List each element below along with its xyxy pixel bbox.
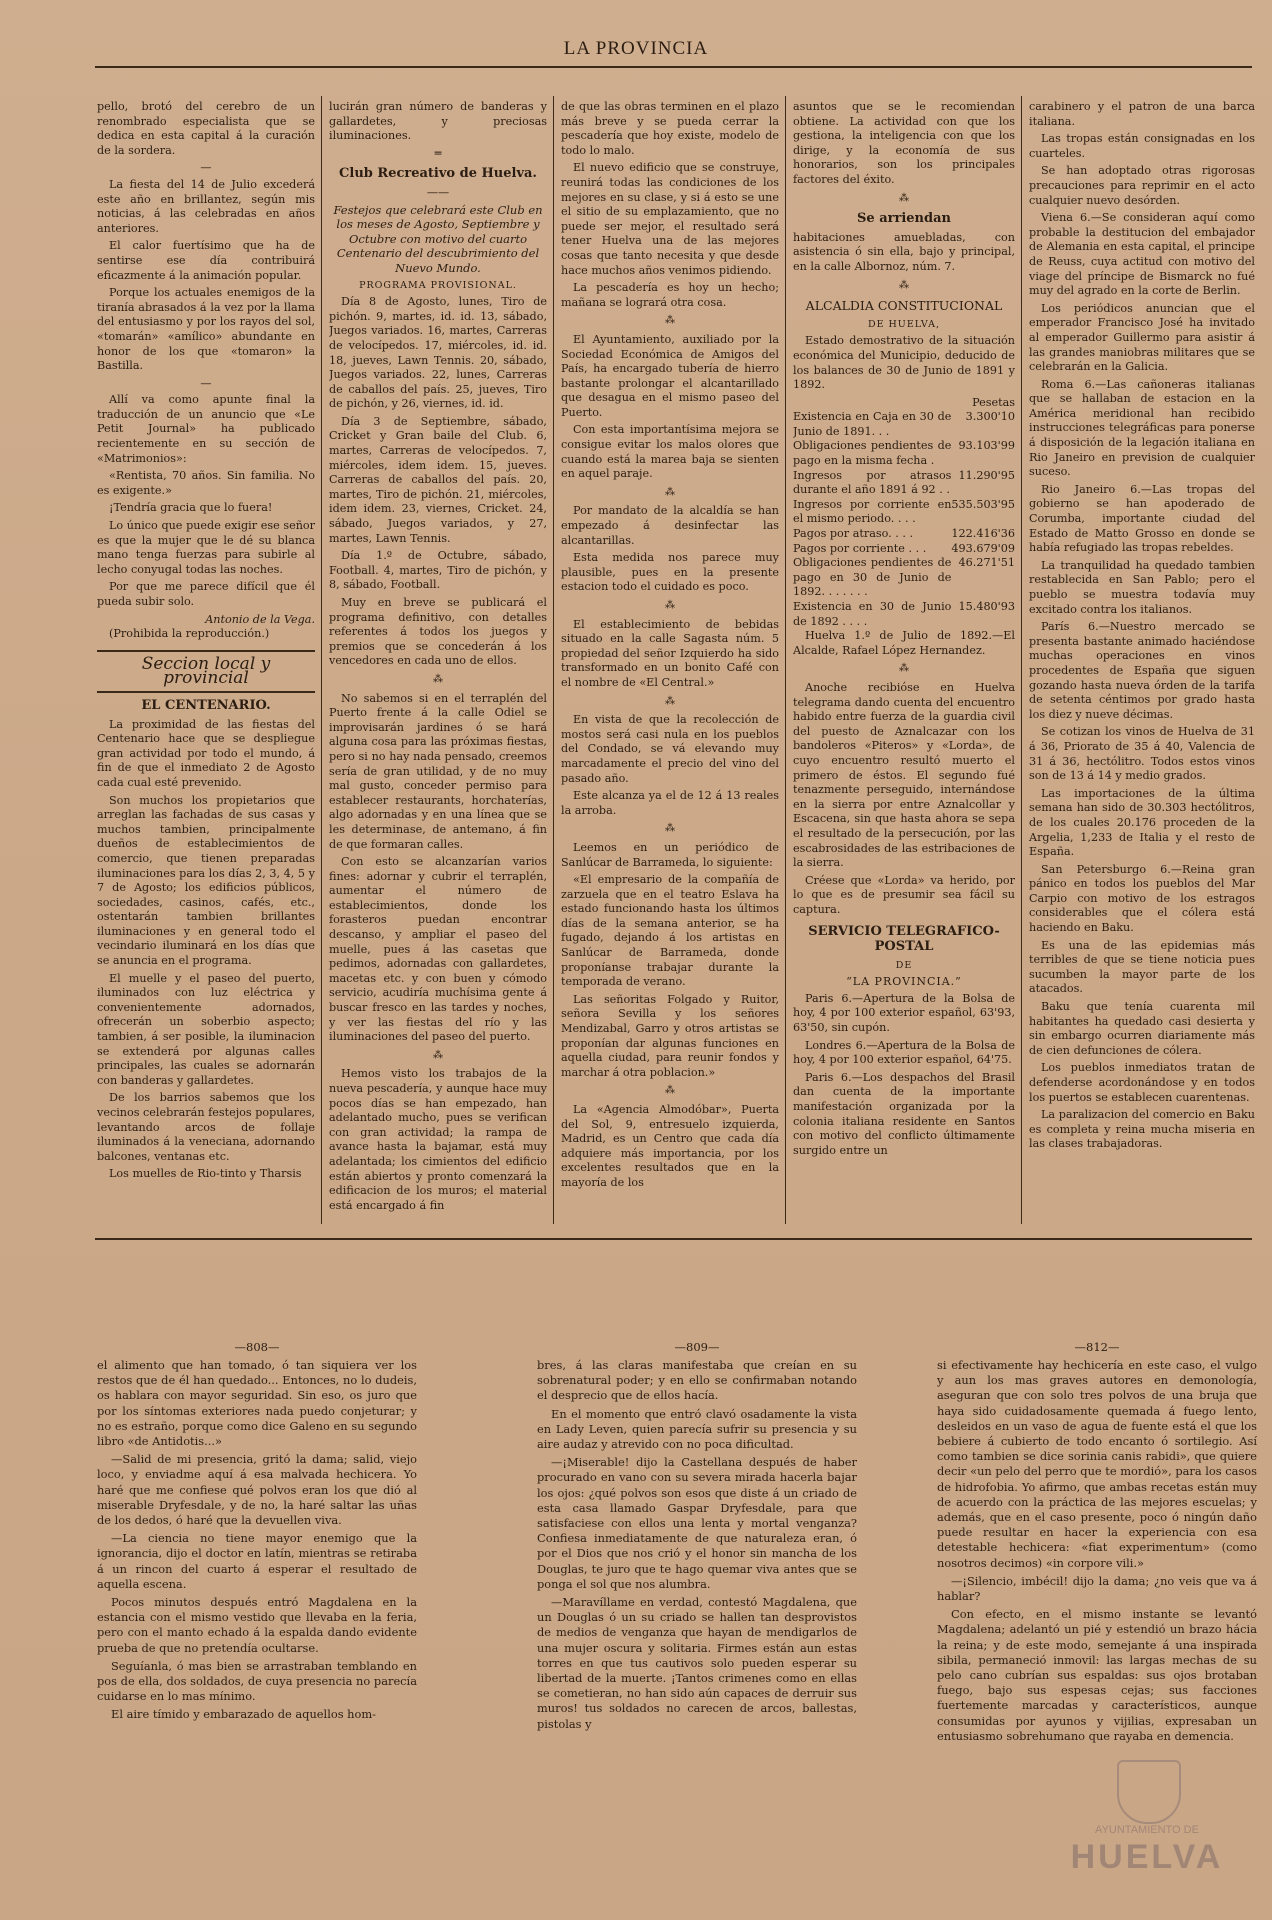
rent-heading: Se arriendan: [857, 211, 951, 227]
col3-p2: El nuevo edificio que se construye, reunirá todas las condiciones de los mejores en su clase, y si á esto se une el sitio de su emplazamiento, que no puede ser mejor, el resultado será tener Huelva una de las mejores cosas que tanto necesita y que desde hace muchos años venimos pidiendo.: [561, 161, 779, 277]
page-number-809: —809—: [674, 1340, 720, 1354]
col2-p6: No sabemos si en el terraplén del Puerto frente á la calle Odiel se improvisarán jardines ó se hará alguna cosa para las próximas fiestas, pero si no hay nada pensado, creemos sería de gran utilidad, y de no muy mal gusto, conceder permiso para establecer restaurants, horchaterías, algo adornadas y en una línea que se les determinase, de antemano, á fin de que formaran calles.: [329, 691, 547, 851]
col3-p6: Por mandato de la alcaldía se han empezado á desinfectar las alcantarillas.: [561, 504, 779, 547]
alcaldia-subtitle: DE HUELVA,: [867, 318, 941, 330]
col4-p4: Huelva 1.º de Julio de 1892.—El Alcalde, Rafael López Hernandez.: [793, 629, 1015, 657]
asterism: ⁂: [665, 600, 675, 611]
col1-p8: Lo único que puede exigir ese señor es que la mujer que le dé su blanca mano tenga fuerzas para subirle al lecho conyugal todas las noches.: [97, 519, 315, 576]
col3-p10: Este alcanza ya el de 12 á 13 reales la arroba.: [561, 789, 779, 817]
balance-label: Obligaciones pendientes de pago en 30 de Junio de 1892. . . . . . .: [793, 556, 952, 599]
balance-label: Existencia en Caja en 30 de Junio de 1891. . .: [793, 410, 952, 438]
serial-2-p2: En el momento que entró clavó osadamente la vista en Lady Leven, quien parecía sufrir su presencia y su aire audaz y atrevido con no poca dificultad.: [537, 1406, 857, 1452]
balance-amount: 46.271'51: [958, 556, 1015, 570]
watermark-bottom-text: HUELVA: [1070, 1838, 1224, 1876]
col2-p1: lucirán gran número de banderas y gallardetes, y preciosas iluminaciones.: [329, 100, 547, 143]
col1-p13: De los barrios sabemos que los vecinos celebrarán festejos populares, levantando arcos de follaje iluminados á la veneciana, adornando balcones, ventanas etc.: [97, 1091, 315, 1163]
serial-1-p4: Pocos minutos después entró Magdalena en la estancia con el mismo vestido que llevaba en la feria, pero con el manto echado á la espalda dando evidente prueba de que no pretendía ocultarse.: [97, 1595, 417, 1655]
col1-p5: Allí va como apunte final la traducción de un anuncio que «Le Petit Journal» ha publicado recientemente en su sección de «Matrimonios»:: [97, 393, 315, 465]
col1-p7: ¡Tendría gracia que lo fuera!: [109, 501, 273, 515]
col5-p13: Es una de las epidemias más terribles de que se tiene noticia pues sucumben la mayor parte de los atacados.: [1029, 938, 1255, 996]
asterism: ⁂: [665, 823, 675, 835]
col4-p3: Estado demostrativo de la situación económica del Municipio, deducido de los balances de 30 de Junio de 1891 y 1892.: [793, 334, 1015, 392]
asterism: ⁂: [665, 315, 675, 327]
asterism: ⁂: [899, 192, 909, 204]
separator: —: [200, 161, 212, 175]
balance-amount: 122.416'36: [951, 527, 1015, 541]
balance-table: [793, 410, 1015, 629]
col3-p11: Leemos en un periódico de Sanlúcar de Barrameda, lo siguiente:: [561, 840, 779, 869]
col3-p14: La «Agencia Almodóbar», Puerta del Sol, 9, entresuelo izquierda, Madrid, es un Centro que cada día adquiere más importancia, por los excelentes resultados que en la mayoría de los: [561, 1103, 779, 1189]
col2-p4: Día 1.º de Octubre, sábado, Football. 4, martes, Tiro de pichón, y 8, sábado, Football.: [329, 549, 547, 592]
balance-label: Ingresos por corriente en el mismo periodo. . . .: [793, 497, 952, 526]
column-rule: [321, 96, 322, 1224]
balance-row: [793, 556, 1015, 600]
telegraph-heading: SERVICIO TELEGRAFICO-POSTAL: [808, 924, 1000, 955]
currency-label: Pesetas: [972, 395, 1015, 409]
col3-p8: El establecimiento de bebidas situado en la calle Sagasta núm. 5 propiedad del señor Izquierdo ha sido transformado en un bonito Café con el nombre de «El Central.»: [561, 617, 779, 689]
asterism: ⁂: [433, 673, 443, 685]
col5-p5: Los periódicos anuncian que el emperador Francisco José ha invitado al emperador Guillermo para asistir á las grandes maniobras militares que se celebrarán en la Galicia.: [1029, 301, 1255, 374]
col5-p1: carabinero y el patron de una barca italiana.: [1029, 100, 1255, 128]
column-1: [97, 100, 315, 1220]
serial-3-p2: —¡Silencio, imbécil! dijo la dama; ¿no veis que va á hablar?: [937, 1573, 1257, 1604]
serial-2-p1: bres, á las claras manifestaba que creían en su sobrenatural poder; y en ello se confirmaban notando el desprecio que de ellos hacía.: [537, 1358, 857, 1403]
serial-2-p4: —Maravíllame en verdad, contestó Magdalena, que un Douglas ó un su criado se hallen tan desprovistos de medios de venganza que hayan de mendigarlos de una mujer oscura y solitaria. Firmes están aun estas torres en que tus cautivos solo pueden esperar su libertad de la muerte. ¡Tantos crimenes como en ellas se cometieran, no han sido aún capaces de derruir sus muros! tus soldados no carecen de arcos, ballestas, pistolas y: [537, 1595, 857, 1731]
asterism: ⁂: [899, 663, 909, 675]
serial-3-p3: Con efecto, en el mismo instante se levantó Magdalena; adelantó un pié y estendió un brazo hácia la reina; y de este modo, semejante á una inspirada sibila, permaneció inmovil: las largas mechas de su pelo cano cubrían sus espaldas: sus ojos brotaban fuego, bajo sus espesas cejas; sus facciones fuertemente marcadas y característicos, aunque consumidas por ayunos y vijilias, expresaban un entusiasmo sobrehumano que rayaba en demencia.: [937, 1607, 1257, 1743]
col5-p2: Las tropas están consignadas en los cuarteles.: [1029, 132, 1255, 160]
col5-p16: La paralizacion del comercio en Baku es completa y reina mucha miseria en las clases trabajadoras.: [1029, 1108, 1255, 1151]
col4-p9: Paris 6.—Los despachos del Brasil dan cuenta de la importante manifestación organizada por la colonia italiana residente en Santos con motivo del conflicto últimamente surgido entre un: [793, 1070, 1015, 1157]
asterism: ⁂: [665, 486, 675, 498]
asterism: ⁂: [433, 1049, 443, 1061]
col3-p7: Esta medida nos parece muy plausible, pues en la presente estacion todo el cuidado es poco.: [561, 551, 779, 594]
col2-p7: Con esto se alcanzarían varios fines: adornar y cubrir el terraplén, aumentar el número de establecimientos, donde los forasteros puedan encontrar descanso, y ampliar el paseo del muelle, pues á las casetas que pedimos, adornadas con gallardetes, macetas etc. y con buen y cómodo servicio, acudiría muchísima gente á buscar fresco en las tardes y noches, y ver las fiestas del río y las iluminaciones del paseo del puerto.: [329, 855, 547, 1044]
balance-amount: 93.103'99: [958, 439, 1015, 453]
column-5: [1029, 100, 1255, 1220]
col4-p7: Paris 6.—Apertura de la Bolsa de hoy, 4 por 100 exterior español, 63'93, 63'50, sin cupón.: [793, 991, 1015, 1035]
col4-p1: asuntos que se le recomiendan obtiene. La actividad con que los gestiona, la inteligencia con que los dirige, y la economía de sus honorarios, son los principales factores del éxito.: [793, 100, 1015, 186]
asterism: ⁂: [899, 279, 909, 291]
col3-p4: El Ayuntamiento, auxiliado por la Sociedad Económica de Amigos del País, ha encargado tubería de hierro bastante prolongar el alcantarillado que desagua en el mismo paseo del Puerto.: [561, 332, 779, 419]
column-rule: [785, 96, 786, 1224]
serial-2-p3: —¡Miserable! dijo la Castellana después de haber procurado en vano con su severa mirada hacerla bajar los ojos: ¿qué polvos son esos que diste á un criado de esta casa llamado Gaspar Dryfesdale, para que satisfaciese con ellos una lenta y mortal venganza? Confiesa inmediatamente de que naturaleza eran, ó por el Dios que nos crió y el honor sin mancha de los Douglas, te juro que te hago quemar viva antes que se ponga el sol que nos alumbra.: [537, 1455, 857, 1591]
balance-amount: 11.290'95: [958, 468, 1015, 482]
balance-row: [793, 527, 1015, 542]
col3-p12: «El empresario de la compañía de zarzuela que en el teatro Eslava ha estado funcionando hasta los últimos días de la semana anterior, se ha fugado, dejando á los artistas en Sanlúcar de Barrameda, donde proponíanse trabajar durante la temporada de verano.: [561, 873, 779, 989]
serial-1-p6: El aire tímido y embarazado de aquellos hom-: [111, 1707, 376, 1722]
balance-amount: 3.300'10: [965, 410, 1015, 424]
col3-p13: Las señoritas Folgado y Ruitor, señora Sevilla y los señores Mendizabal, Garro y otros artistas se proponían dar algunas funciones en aquella ciudad, para reunir fondos y marchar á otra poblacion.»: [561, 992, 779, 1079]
watermark-top-text: AYUNTAMIENTO DE: [1095, 1824, 1199, 1836]
article-heading: EL CENTENARIO.: [141, 697, 271, 713]
col2-p2: Día 8 de Agosto, lunes, Tiro de pichón. 9, martes, id. id. 13, sábado, Juegos variados. 16, martes, Carreras de velocípedos. 17, miércoles, id. id. 18, jueves, Lawn Tennis. 20, sábado, Juegos variados. 22, lunes, Carreras de caballos del país. 25, jueves, Tiro de pichón, y 26, viernes, id. id.: [329, 295, 547, 411]
club-heading: Club Recreativo de Huelva.: [339, 166, 537, 182]
balance-amount: 493.679'09: [951, 541, 1015, 555]
column-3: [561, 100, 779, 1220]
asterism: ⁂: [665, 695, 675, 707]
col3-p3: La pescadería es hoy un hecho; mañana se logrará otra cosa.: [561, 281, 779, 309]
serial-1-p1: el alimento que han tomado, ó tan siquiera ver los restos que de él han quedado... Entonces, no lo dudeis, os hablara con mayor seguridad. Sin eso, os juro que por los síntomas exteriores nada puedo conjeturar; y no es estraño, porque como dice Galeno en su segundo libro «de Antidotis...»: [97, 1358, 417, 1449]
col1-p9: Por que me parece difícil que él pueda subir solo.: [97, 580, 315, 608]
separator: ═: [434, 146, 442, 160]
col5-p12: San Petersburgo 6.—Reina gran pánico en todos los pueblos del Mar Carpio con motivo de los estragos considerables que el cólera está haciendo en Baku.: [1029, 862, 1255, 935]
page-number-812: —812—: [1074, 1340, 1120, 1354]
col1-p10: La proximidad de las fiestas del Centenario hace que se despliegue gran actividad por todo el mundo, á fin de que el inmediato 2 de Agosto cada cual esté prevenido.: [97, 717, 315, 789]
rights-note: (Prohibida la reproducción.): [109, 627, 270, 641]
telegraph-de: DE: [895, 959, 913, 971]
balance-row: [793, 498, 1015, 527]
balance-amount: 535.503'95: [951, 497, 1015, 511]
col3-p1: de que las obras terminen en el plazo más breve y se pueda cerrar la pescadería que hoy existe, modelo de todo lo malo.: [561, 100, 779, 157]
club-intro: Festejos que celebrará este Club en los meses de Agosto, Septiembre y Octubre con motivo del cuarto Centenario del descubrimiento del Nuevo Mundo.: [333, 202, 543, 275]
column-rule: [1021, 96, 1022, 1224]
col5-p15: Los pueblos inmediatos tratan de defenderse acordonándose y en todos los puertos se establecen cuarentenas.: [1029, 1061, 1255, 1104]
archive-watermark-logo: [1062, 1760, 1232, 1880]
balance-label: Pagos por corriente . . .: [793, 541, 927, 555]
col5-p11: Las importaciones de la última semana han sido de 30.303 hectólitros, de los cuales 20.176 proceden de la Argelia, 1,233 de Italia y el resto de España.: [1029, 786, 1255, 859]
col1-p11: Son muchos los propietarios que arreglan las fachadas de sus casas y muchos tambien, principalmente dueños de establecimientos de comercio, que tienen preparadas iluminaciones para los días 2, 3, 4, 5 y 7 de Agosto; los edificios públicos, sociedades, casinos, cafés, etc., ostentarán tambien brillantes iluminaciones y en general todo el vecindario iluminará en los días que se anuncia en el programa.: [97, 793, 315, 968]
col1-p12: El muelle y el paseo del puerto, iluminados con luz eléctrica y convenientemente adornados, ofrecerán un soberbio aspecto; tambien, á ser posible, la iluminacion se extenderá por algunas calles principales, las cuales se adornarán con banderas y gallardetes.: [97, 971, 315, 1087]
col5-p7: Rio Janeiro 6.—Las tropas del gobierno se han apoderado de Corumba, importante ciudad del Estado de Matto Grosso en donde se había refugiado las tropas rebeldes.: [1029, 482, 1255, 555]
page-number-808: —808—: [234, 1340, 280, 1354]
col3-p5: Con esta importantísima mejora se consigue evitar los malos olores que cuando está la marea baja se sienten en aquel paraje.: [561, 423, 779, 481]
col5-p3: Se han adoptado otras rigorosas precauciones para reprimir en el acto cualquier nuevo desórden.: [1029, 164, 1255, 207]
serial-3-p1: si efectivamente hay hechicería en este caso, el vulgo y aun los mas graves autores en demonología, aseguran que con solo tres polvos de una bruja que haya sido cuidadosamente quemada á fuego lento, desleidos en un vaso de agua de fuente está el que los bebiere á cubierto de todo encanto ó sortilegio. Así como tambien se dice sorinia canis rabidi», que quiere decir «un pelo del perro que te mordió», para los casos de hidrofobia. Yo afirmo, que ambas recetas están muy de acuerdo con la práctica de las mejores escuelas; y además, que en el caso presente, poco ó ningún daño puede resultar en hacer la experiencia con esa detestable hechicera: «fiat experimentum» (como nosotros decimos) «in corpore vili.»: [937, 1358, 1257, 1570]
program-subtitle: PROGRAMA PROVISIONAL.: [359, 279, 517, 291]
coat-of-arms-icon: [1117, 1760, 1181, 1824]
col2-p3: Día 3 de Septiembre, sábado, Cricket y Gran baile del Club. 6, martes, Carreras de velocípedos. 7, miércoles, idem idem. 15, jueves. Carreras de caballos del país. 20, martes, Tiro de pichón. 21, miércoles, idem idem. 23, viernes, Cricket. 24, sábado, Juegos variados, y 27, martes, Lawn Tennis.: [329, 414, 547, 545]
telegraph-paper: “LA PROVINCIA.”: [846, 975, 962, 989]
serial-1-p3: —La ciencia no tiene mayor enemigo que la ignorancia, dijo el doctor en latín, mientras se retiraba á un rincon del cuarto á esperar el resultado de aquella escena.: [97, 1531, 417, 1591]
balance-label: Existencia en 30 de Junio de 1892 . . . .: [793, 600, 952, 628]
col1-p3: El calor fuertísimo que ha de sentirse ese día contribuirá eficazmente á la animación popular.: [97, 239, 315, 282]
col1-p2: La fiesta del 14 de Julio excederá este año en brillantez, según mis noticias, á las celebradas en años anteriores.: [97, 177, 315, 235]
col4-p8: Londres 6.—Apertura de la Bolsa de hoy, 4 por 100 exterior español, 64'75.: [793, 1038, 1015, 1067]
col2-p5: Muy en breve se publicará el programa definitivo, con detalles referentes á todos los juegos y premios que se concederán á los vencedores en cada uno de ellos.: [329, 596, 547, 668]
col1-p6: «Rentista, 70 años. Sin familia. No es exigente.»: [97, 469, 315, 497]
balance-row: [793, 600, 1015, 629]
col5-p9: París 6.—Nuestro mercado se presenta bastante animado haciéndose muchas operaciones en vinos procedentes de España que siguen gozando hasta nueva órden de la tarifa de setenta céntimos por grado hasta los diez y nueve décimas.: [1029, 620, 1255, 721]
col5-p4: Viena 6.—Se consideran aquí como probable la destitucion del embajador de Alemania en esta capital, el principe de Reuss, cuya actitud con motivo del viage del príncipe de Bismarck no fué muy del agrado en la corte de Berlin.: [1029, 211, 1255, 298]
asterism: ⁂: [665, 1085, 675, 1097]
col5-p8: La tranquilidad ha quedado tambien restablecida en San Pablo; pero el pueblo se muestra todavía muy excitado contra los italianos.: [1029, 558, 1255, 616]
balance-amount: 15.480'93: [958, 600, 1015, 613]
col4-p6: Créese que «Lorda» va herido, por lo que es de presumir sea fácil su captura.: [793, 873, 1015, 916]
serial-1-p5: Seguíanla, ó mas bien se arrastraban temblando en pos de ella, dos soldados, de cuya presencia no parecía cuidarse en lo mas mínimo.: [97, 1658, 417, 1704]
alcaldia-heading: ALCALDIA CONSTITUCIONAL: [805, 298, 1003, 314]
serial-column-2: [537, 1358, 857, 1918]
col5-p10: Se cotizan los vinos de Huelva de 31 á 36, Priorato de 35 á 40, Valencia de 31 á 36, hectólitro. Todos estos vinos son de 13 á 14 y medio grados.: [1029, 725, 1255, 783]
column-2: [329, 100, 547, 1220]
col5-p6: Roma 6.—Las cañoneras italianas que se hallaban de estacion en la América meridional han recibido instrucciones telegráficas para ponerse á disposición de la legación italiana en Rio Janeiro en prevision de cualquier suceso.: [1029, 377, 1255, 479]
col3-p9: En vista de que la recolección de mostos será casi nula en los pueblos del Condado, se vá elevando muy marcadamente el precio del vino del pasado año.: [561, 713, 779, 785]
serial-1-p2: —Salid de mi presencia, gritó la dama; salid, viejo loco, y enviadme aquí á esa malvada hechicera. Yo haré que me confiese qué polvos eran los que dió al miserable Dryfesdale, y de no, la haré saltar las uñas de los dedos, ó haré que la devuellen viva.: [97, 1452, 417, 1528]
balance-row: [793, 410, 1015, 439]
balance-label: Ingresos por atrasos durante el año 1891 á 92 . .: [793, 468, 952, 497]
balance-row: [793, 542, 1015, 557]
separator: —: [200, 376, 212, 390]
separator: ——: [426, 185, 450, 199]
column-rule: [553, 96, 554, 1224]
col5-p14: Baku que tenía cuarenta mil habitantes ha quedado casi desierta y sin embargo ocurren diariamente más de cien defunciones de cólera.: [1029, 1000, 1255, 1057]
masthead-rule: [95, 66, 1252, 68]
col2-p8: Hemos visto los trabajos de la nueva pescadería, y aunque hace muy pocos días se han empezado, han adelantado mucho, pues se verifican con gran actividad; la rampa de avance hasta la bajamar, está muy adelantada; los cimientos del edificio están abiertos y pronto comenzará la edificacion de los muros; el material está encargado á fin: [329, 1067, 547, 1212]
balance-row: [793, 469, 1015, 498]
col1-p1: pello, brotó del cerebro de un renombrado especialista que se dedica en esta capital á la curación de la sordera.: [97, 100, 315, 157]
col1-p4: Porque los actuales enemigos de la tiranía abrasados á la vez por la llama del entusiasmo y por los rayos del sol, «tomarán» «amílico» abundante en honor de los que «tomaron» la Bastilla.: [97, 286, 315, 373]
col4-p2: habitaciones amuebladas, con asistencia ó sin ella, bajo y principal, en la calle Albornoz, núm. 7.: [793, 230, 1015, 273]
column-4: [793, 100, 1015, 1220]
author-signature: Antonio de la Vega.: [205, 612, 315, 626]
balance-label: Obligaciones pendientes de pago en la misma fecha .: [793, 439, 952, 468]
balance-row: [793, 439, 1015, 468]
fold-rule: [95, 1238, 1252, 1240]
balance-label: Pagos por atraso. . . .: [793, 527, 914, 541]
col1-p14: Los muelles de Rio-tinto y Tharsis: [109, 1167, 302, 1181]
serial-column-1: [97, 1358, 417, 1918]
masthead-title: LA PROVINCIA: [563, 38, 709, 59]
upper-section: [97, 72, 1257, 1222]
col4-p5: Anoche recibióse en Huelva telegrama dando cuenta del encuentro habido entre fuerza de la guardia civil del puesto de Aznalcazar con los bandoleros «Piteros» y «Lorda», de cuyo encuentro resultó muerto el primero de éstos. El segundo fué tenazmente perseguido, internándose en la sierra por entre Aznalcollar y Escacena, sin que hasta ahora se sepa el resultado de la persecución, por las escabrosidades de las estribaciones de la sierra.: [793, 680, 1015, 870]
section-title: Seccion local y provincial: [97, 650, 315, 693]
